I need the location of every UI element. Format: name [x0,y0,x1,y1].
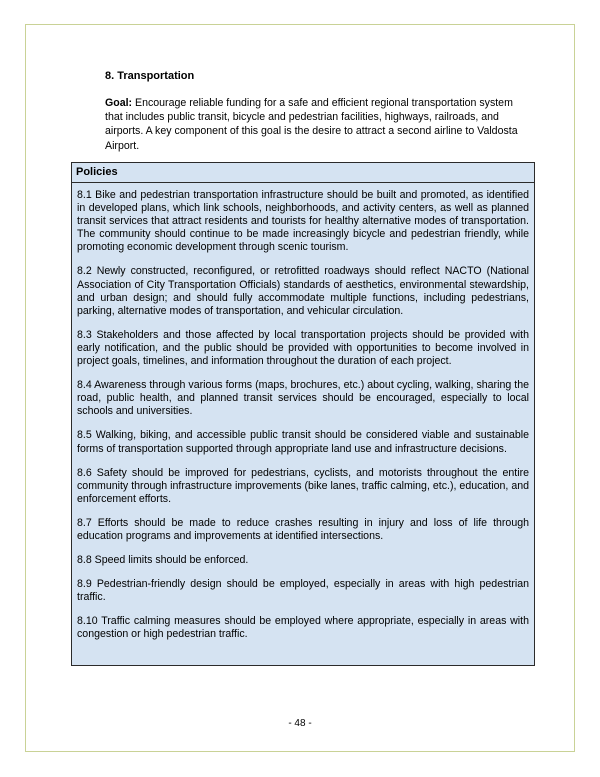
policy-8-5: 8.5 Walking, biking, and accessible public transit should be considered viable and sustainable forms of transportation supported through appropriate land use and infrastructure decisions. [77,429,529,455]
policy-8-3: 8.3 Stakeholders and those affected by local transportation projects should be provided with early notification, and the public should be provided with opportunities to become involved in project goals, timelines, and information throughout the duration of each project. [77,328,529,368]
page-number: - 48 - [288,718,312,729]
goal-paragraph [105,96,525,153]
policy-8-6: 8.6 Safety should be improved for pedestrians, cyclists, and motorists throughout the entire community through infrastructure improvements (bike lanes, traffic calming, etc.), education, and enforcement efforts. [77,466,529,505]
goal-label: Goal: [105,97,133,109]
goal-text: Encourage reliable funding for a safe and efficient regional transportation system that includes public transit, bicycle and pedestrian facilities, highways, railroads, and airports. A key component of this goal is the desire to attract a second airline to Valdosta Airport. [105,97,518,152]
policies-header: Policies [72,163,534,183]
policy-8-2: 8.2 Newly constructed, reconfigured, or retrofitted roadways should reflect NACTO (National Association of City Transportation Officials) standards of aesthetics, environmental stewardship, and urban design; and should fully accommodate multiple functions, including pedestrians, parking, alternative modes of transportation, and vehicular circulation. [77,265,529,317]
section-heading: 8. Transportation [105,70,195,82]
policies-body [72,183,534,642]
policy-8-1: 8.1 Bike and pedestrian transportation infrastructure should be built and promoted, as identified in developed plans, which link schools, neighborhoods, and activity centers, as well as planned transit services that attract residents and tourists for healthy alternative modes of transportation. The community should continue to be made increasingly bicycle and pedestrian friendly, while promoting economic development through scenic tourism. [77,189,529,254]
policy-8-4: 8.4 Awareness through various forms (maps, brochures, etc.) about cycling, walking, sharing the road, public health, and planned transit services should be encouraged, especially to local schools and universities. [77,379,529,418]
policy-8-7: 8.7 Efforts should be made to reduce crashes resulting in injury and loss of life through education programs and improvements at identified intersections. [77,516,529,542]
policies-table [71,162,535,666]
policy-8-10: 8.10 Traffic calming measures should be employed where appropriate, especially in areas with congestion or high pedestrian traffic. [77,615,529,641]
policy-8-8: 8.8 Speed limits should be enforced. [77,554,249,567]
policy-8-9: 8.9 Pedestrian-friendly design should be employed, especially in areas with high pedestrian traffic. [77,578,529,604]
